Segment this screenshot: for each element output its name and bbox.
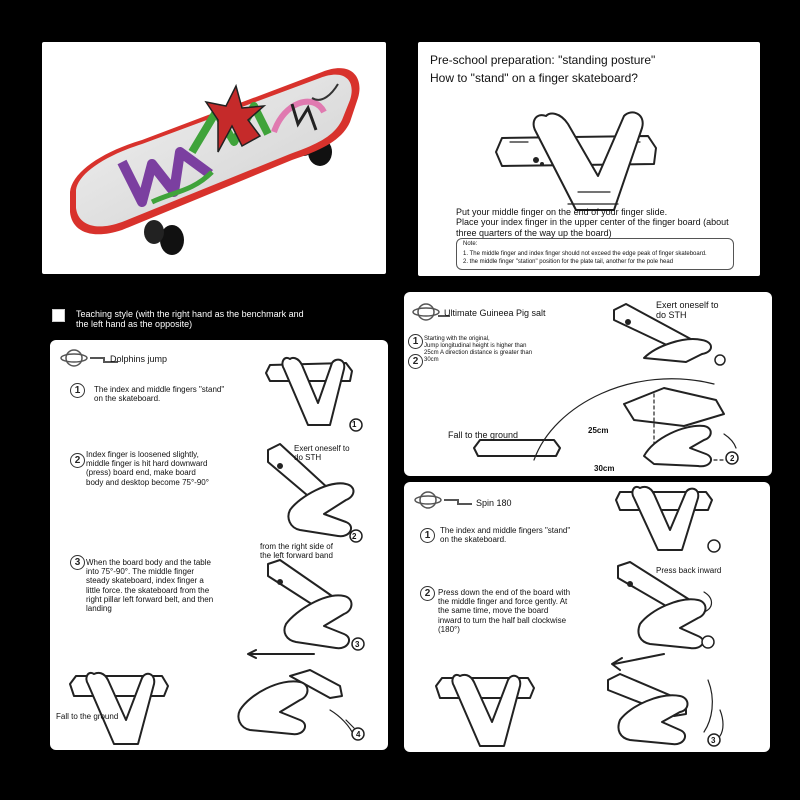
spin-step-1-illustration — [610, 484, 720, 554]
spin-step-2-illustration — [604, 562, 724, 652]
guinea-illus-2-num: 2 — [730, 454, 735, 463]
illus-3-num: 3 — [355, 640, 360, 649]
dolphin-fall-label: Fall to the ground — [56, 712, 119, 721]
spin-180-panel — [404, 482, 770, 752]
guinea-width-label: 30cm — [594, 464, 615, 473]
dolphin-jump-panel — [50, 340, 388, 750]
spin-180-title: Spin 180 — [476, 498, 512, 508]
step-1-illustration — [260, 355, 360, 435]
step-4-illustration — [230, 650, 370, 740]
spin-step-2-number: 2 — [420, 586, 435, 601]
spin-press-back-label: Press back inward — [656, 566, 722, 575]
guinea-pig-title: Ultimate Guineea Pig salt — [444, 308, 546, 318]
fingers-on-board-illustration — [418, 92, 760, 202]
dolphin-from-right-label: from the right side of the left forward band — [260, 542, 333, 561]
step-3-number: 3 — [70, 555, 85, 570]
spin-step-2: Press down the end of the board with the middle finger and force gently. At the same time, move the board inward to turn the half ball clockwise (180°) — [438, 588, 571, 634]
spin-step-3-board-illustration — [432, 670, 542, 750]
note-label: Note: — [463, 241, 478, 247]
guinea-top-illustration — [604, 292, 754, 362]
saturn-logo-icon — [414, 488, 474, 512]
step-3-illustration — [260, 558, 370, 658]
illus-1-num: 1 — [352, 420, 357, 429]
spin-step-3-illustration — [590, 650, 740, 750]
spin-illus-3-num: 3 — [711, 736, 716, 745]
step-4-board-illustration — [66, 668, 176, 748]
dolphin-step-3: When the board body and the table into 75°-90°. The middle finger steady skateboard, index finger a little force. the skateboard from the right pillar left forward belt, and then landing — [86, 558, 214, 613]
standing-posture-panel — [418, 42, 760, 276]
dolphin-jump-title: Dolphins jump — [110, 354, 168, 364]
note-line-1: 1. The middle finger and index finger should not exceed the edge peak of finger skateboard. — [463, 251, 707, 257]
skateboard-photo-panel — [42, 42, 386, 274]
dolphin-step-1: The index and middle fingers "stand" on the skateboard. — [94, 385, 225, 404]
guinea-exert-label: Exert oneself to do STH — [656, 300, 719, 321]
standing-posture-title: Pre-school preparation: "standing posture" — [430, 53, 656, 67]
guinea-fall-label: Fall to the ground — [448, 430, 519, 440]
guinea-height-label: 25cm — [588, 426, 609, 435]
teaching-style-label: Teaching style (with the right hand as the benchmark and the left hand as the opposite) — [76, 309, 304, 330]
illus-4-num: 4 — [356, 730, 361, 739]
finger-skateboard-image — [42, 42, 386, 274]
how-to-stand-title: How to "stand" on a finger skateboard? — [430, 71, 638, 85]
standing-instruction: Put your middle finger on the end of your finger slide. Place your index finger in the upper center of the finger board (about three quarters of the way up the board) — [456, 207, 729, 238]
note-line-2: 2. the middle finger "station" position for the plate tail, another for the pole head — [463, 259, 674, 265]
dolphin-exert-label: Exert oneself to do STH — [294, 444, 350, 463]
step-1-number: 1 — [70, 383, 85, 398]
guinea-jump-illustration — [454, 374, 754, 474]
guinea-description: Starting with the original, Jump longitudinal height is higher than 25cm A direction distance is greater than 30cm — [424, 336, 533, 363]
spin-step-1: The index and middle fingers "stand" on the skateboard. — [440, 526, 571, 545]
teaching-checkbox[interactable] — [52, 309, 65, 322]
illus-2-num: 2 — [352, 532, 357, 541]
guinea-step-2-number: 2 — [408, 354, 423, 369]
note-box — [456, 238, 734, 270]
spin-step-1-number: 1 — [420, 528, 435, 543]
guinea-pig-panel — [404, 292, 772, 476]
guinea-step-1-number: 1 — [408, 334, 423, 349]
step-2-number: 2 — [70, 453, 85, 468]
dolphin-step-2: Index finger is loosened slightly, middle finger is hit hard downward (press) board end, make board body and desktop become 75°-90° — [86, 450, 209, 487]
